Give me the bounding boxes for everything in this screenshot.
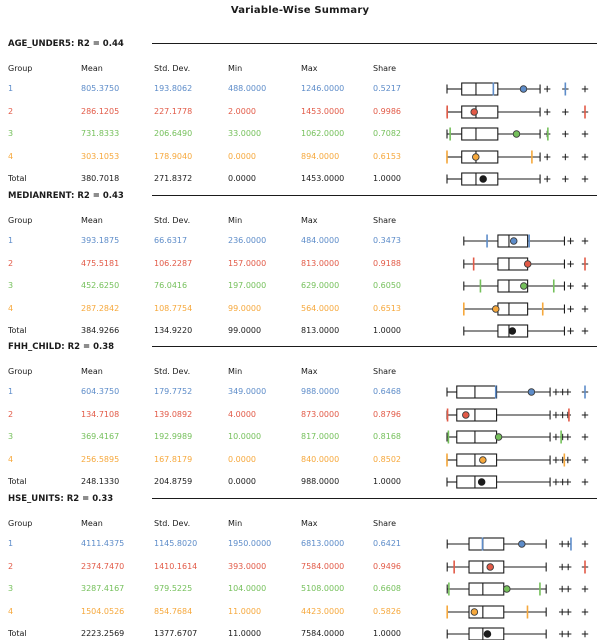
column-header-share: Share [373,64,397,73]
mean-cell: 256.5895 [81,454,120,464]
std-dev-cell: 1145.8020 [154,539,198,548]
box [469,583,504,595]
box [462,151,498,163]
min-cell: 11.0000 [228,629,262,638]
std-dev-cell: 204.8759 [154,477,193,486]
mean-dot [492,305,499,312]
min-cell: 99.0000 [228,326,262,335]
section-FHH_CHILD [0,342,600,500]
section-HSE_UNITS [0,494,600,640]
summary-row-3 [0,578,600,600]
summary-row-1 [0,533,600,555]
summary-row-total [0,623,600,640]
mean-cell: 731.8333 [81,129,120,138]
group-cell: 4 [8,606,14,616]
box [462,106,498,118]
group-4-boxplot [440,601,598,623]
max-cell: 484.0000 [301,236,340,245]
group-3-boxplot [440,426,598,448]
total-boxplot [440,471,598,493]
share-cell: 0.6153 [373,151,401,161]
box [469,538,504,550]
mean-dot [484,631,491,638]
group-cell: Total [8,174,27,183]
box [498,303,528,315]
min-cell: 1950.0000 [228,539,272,548]
summary-row-1 [0,381,600,403]
box [469,561,504,573]
column-header-share: Share [373,216,397,225]
share-cell: 0.9986 [373,106,401,116]
mean-cell: 380.7018 [81,174,120,183]
std-dev-cell: 76.0416 [154,281,188,290]
figure-title: Variable-Wise Summary [230,5,370,16]
group-cell: 3 [8,584,14,593]
max-cell: 873.0000 [301,409,340,419]
min-cell: 0.0000 [228,174,256,183]
std-dev-cell: 979.5225 [154,584,193,593]
section-MEDIANRENT [0,191,600,349]
box [457,431,497,443]
group-cell: 1 [8,236,14,245]
std-dev-cell: 108.7754 [154,303,193,313]
box [457,476,497,488]
max-cell: 1453.0000 [301,106,345,116]
std-dev-cell: 227.1778 [154,106,193,116]
box [498,258,528,270]
max-cell: 1453.0000 [301,174,345,183]
std-dev-cell: 179.7752 [154,387,193,396]
max-cell: 7584.0000 [301,629,345,638]
section-title: MEDIANRENT: R2 = 0.43 [8,191,124,201]
column-header-mean: Mean [81,216,103,225]
share-cell: 0.9188 [373,258,401,268]
min-cell: 197.0000 [228,281,267,290]
summary-row-1 [0,230,600,252]
box [462,83,498,95]
column-header-max: Max [301,64,318,73]
section-title: HSE_UNITS: R2 = 0.33 [8,494,114,504]
group-cell: 4 [8,303,14,313]
group-1-boxplot [440,230,598,252]
max-cell: 813.0000 [301,258,340,268]
column-header-row [0,58,600,80]
share-cell: 0.5826 [373,606,401,616]
group-cell: 1 [8,539,14,548]
mean-cell: 4111.4375 [81,539,125,548]
mean-dot [504,586,511,593]
std-dev-cell: 178.9040 [154,151,193,161]
summary-row-4 [0,146,600,168]
min-cell: 488.0000 [228,84,267,93]
group-2-boxplot [440,101,598,123]
mean-cell: 384.9266 [81,326,120,335]
mean-dot [513,131,520,138]
column-header-max: Max [301,216,318,225]
mean-cell: 286.1205 [81,106,120,116]
max-cell: 564.0000 [301,303,340,313]
mean-cell: 248.1330 [81,477,120,486]
max-cell: 1246.0000 [301,84,345,93]
max-cell: 6813.0000 [301,539,345,548]
std-dev-cell: 134.9220 [154,326,193,335]
box [457,386,497,398]
total-boxplot [440,320,598,342]
group-cell: 2 [8,409,14,419]
std-dev-cell: 854.7684 [154,606,193,616]
max-cell: 4423.0000 [301,606,345,616]
min-cell: 349.0000 [228,387,267,396]
min-cell: 33.0000 [228,129,262,138]
mean-dot [521,283,528,290]
mean-cell: 805.3750 [81,84,120,93]
mean-dot [520,86,527,93]
section-divider [152,195,597,196]
mean-dot [510,238,517,245]
mean-cell: 369.4167 [81,432,120,441]
min-cell: 0.0000 [228,477,256,486]
share-cell: 1.0000 [373,477,401,486]
max-cell: 1062.0000 [301,129,345,138]
summary-row-2 [0,556,600,578]
total-boxplot [440,168,598,190]
group-3-boxplot [440,123,598,145]
mean-dot [471,108,478,115]
summary-row-2 [0,101,600,123]
summary-row-total [0,320,600,342]
section-title: FHH_CHILD: R2 = 0.38 [8,342,115,352]
std-dev-cell: 206.6490 [154,129,193,138]
column-header-min: Min [228,216,243,225]
group-cell: 4 [8,454,14,464]
max-cell: 7584.0000 [301,561,345,571]
share-cell: 0.8502 [373,454,401,464]
std-dev-cell: 139.0892 [154,409,193,419]
box [457,454,497,466]
max-cell: 5108.0000 [301,584,345,593]
min-cell: 10.0000 [228,432,262,441]
group-cell: 2 [8,106,14,116]
group-3-boxplot [440,275,598,297]
section-AGE_UNDER5 [0,39,600,197]
summary-row-1 [0,78,600,100]
min-cell: 393.0000 [228,561,267,571]
column-header-mean: Mean [81,519,103,528]
mean-cell: 134.7108 [81,409,120,419]
summary-row-4 [0,298,600,320]
column-header-row [0,210,600,232]
min-cell: 104.0000 [228,584,267,593]
min-cell: 236.0000 [228,236,267,245]
mean-dot [480,176,487,183]
share-cell: 0.7082 [373,129,401,138]
group-2-boxplot [440,404,598,426]
share-cell: 1.0000 [373,326,401,335]
mean-dot [472,153,479,160]
mean-cell: 2223.2569 [81,629,125,638]
column-header-share: Share [373,519,397,528]
column-header-max: Max [301,367,318,376]
column-header-row [0,513,600,535]
share-cell: 0.8168 [373,432,401,441]
column-header-stddev: Std. Dev. [154,367,191,376]
group-4-boxplot [440,449,598,471]
min-cell: 2.0000 [228,106,256,116]
column-header-group: Group [8,519,33,528]
min-cell: 157.0000 [228,258,267,268]
mean-cell: 452.6250 [81,281,120,290]
std-dev-cell: 66.6317 [154,236,188,245]
mean-dot [487,563,494,570]
mean-dot [519,541,526,548]
share-cell: 1.0000 [373,629,401,638]
std-dev-cell: 192.9989 [154,432,193,441]
share-cell: 0.5217 [373,84,401,93]
mean-cell: 475.5181 [81,258,120,268]
group-cell: 3 [8,432,14,441]
std-dev-cell: 271.8372 [154,174,193,183]
max-cell: 629.0000 [301,281,340,290]
share-cell: 1.0000 [373,174,401,183]
mean-dot [495,434,502,441]
share-cell: 0.3473 [373,236,401,245]
share-cell: 0.8796 [373,409,401,419]
column-header-stddev: Std. Dev. [154,64,191,73]
share-cell: 0.6513 [373,303,401,313]
group-cell: Total [8,326,27,335]
mean-dot [471,608,478,615]
summary-row-3 [0,426,600,448]
group-cell: 3 [8,281,14,290]
summary-row-4 [0,449,600,471]
mean-dot [463,411,470,418]
group-4-boxplot [440,298,598,320]
group-2-boxplot [440,556,598,578]
section-title: AGE_UNDER5: R2 = 0.44 [8,39,124,49]
min-cell: 0.0000 [228,454,256,464]
mean-cell: 604.3750 [81,387,120,396]
group-3-boxplot [440,578,598,600]
column-header-mean: Mean [81,367,103,376]
group-cell: 1 [8,84,14,93]
share-cell: 0.9496 [373,561,401,571]
max-cell: 840.0000 [301,454,340,464]
max-cell: 813.0000 [301,326,340,335]
mean-dot [480,456,487,463]
column-header-max: Max [301,519,318,528]
share-cell: 0.6608 [373,584,401,593]
mean-cell: 2374.7470 [81,561,125,571]
group-1-boxplot [440,533,598,555]
mean-cell: 303.1053 [81,151,120,161]
group-cell: 2 [8,258,14,268]
mean-dot [478,479,485,486]
mean-dot [528,389,535,396]
summary-row-2 [0,404,600,426]
column-header-group: Group [8,64,33,73]
group-1-boxplot [440,381,598,403]
section-divider [152,43,597,44]
mean-dot [509,328,516,335]
std-dev-cell: 167.8179 [154,454,193,464]
min-cell: 4.0000 [228,409,256,419]
mean-cell: 287.2842 [81,303,120,313]
std-dev-cell: 106.2287 [154,258,193,268]
summary-row-total [0,471,600,493]
total-boxplot [440,623,598,640]
group-4-boxplot [440,146,598,168]
group-1-boxplot [440,78,598,100]
summary-row-3 [0,275,600,297]
summary-row-2 [0,253,600,275]
column-header-share: Share [373,367,397,376]
min-cell: 99.0000 [228,303,262,313]
summary-row-total [0,168,600,190]
summary-row-4 [0,601,600,623]
mean-cell: 3287.4167 [81,584,125,593]
min-cell: 11.0000 [228,606,262,616]
section-divider [152,346,597,347]
column-header-stddev: Std. Dev. [154,216,191,225]
group-cell: 3 [8,129,14,138]
column-header-mean: Mean [81,64,103,73]
column-header-group: Group [8,367,33,376]
max-cell: 988.0000 [301,477,340,486]
column-header-min: Min [228,64,243,73]
mean-cell: 393.1875 [81,236,120,245]
max-cell: 817.0000 [301,432,340,441]
column-header-min: Min [228,367,243,376]
group-cell: 1 [8,387,14,396]
share-cell: 0.6468 [373,387,401,396]
column-header-stddev: Std. Dev. [154,519,191,528]
max-cell: 988.0000 [301,387,340,396]
group-cell: Total [8,629,27,638]
min-cell: 0.0000 [228,151,256,161]
mean-dot [524,260,531,267]
summary-row-3 [0,123,600,145]
section-divider [152,498,597,499]
group-cell: 2 [8,561,14,571]
share-cell: 0.6050 [373,281,401,290]
max-cell: 894.0000 [301,151,340,161]
std-dev-cell: 193.8062 [154,84,193,93]
std-dev-cell: 1377.6707 [154,629,198,638]
mean-cell: 1504.0526 [81,606,125,616]
group-2-boxplot [440,253,598,275]
group-cell: 4 [8,151,14,161]
group-cell: Total [8,477,27,486]
column-header-row [0,361,600,383]
box [462,128,498,140]
std-dev-cell: 1410.1614 [154,561,198,571]
column-header-group: Group [8,216,33,225]
column-header-min: Min [228,519,243,528]
share-cell: 0.6421 [373,539,401,548]
